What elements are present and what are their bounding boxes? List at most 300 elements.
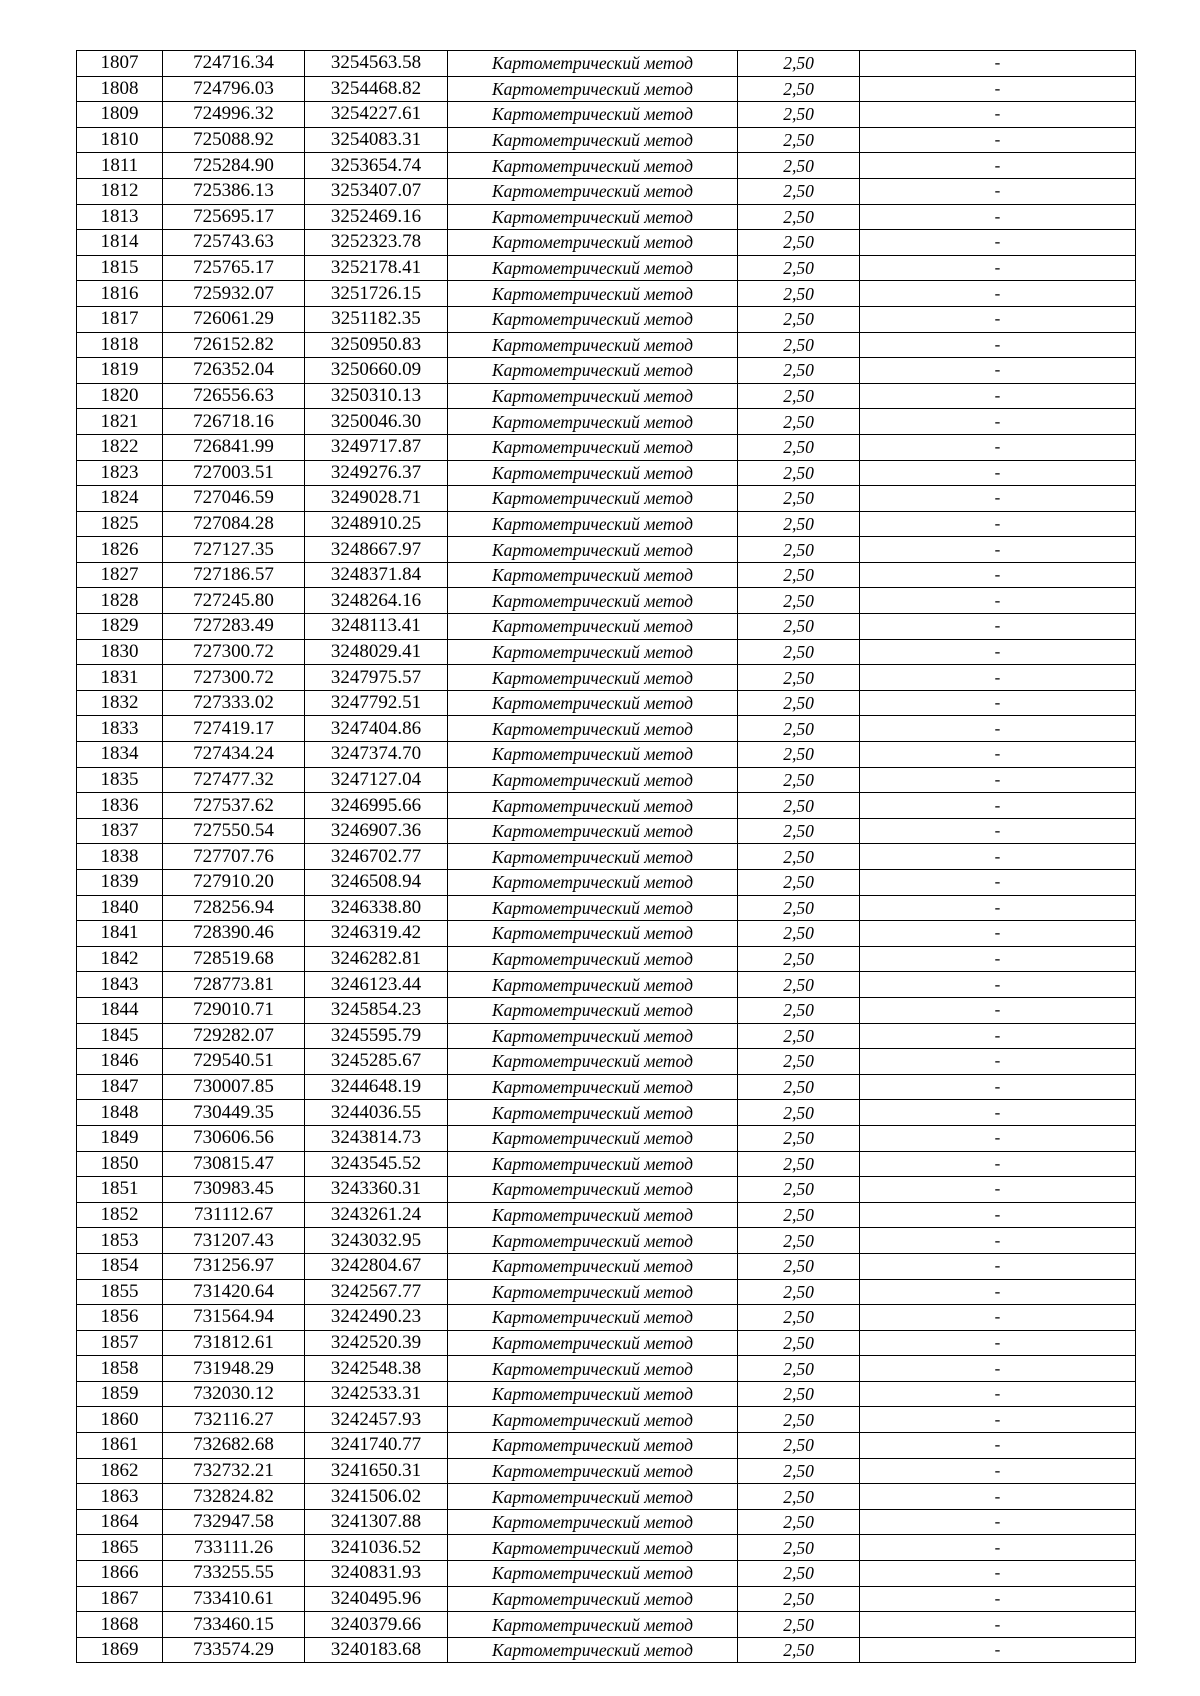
note-cell: - xyxy=(860,178,1136,204)
x-coordinate-cell: 729540.51 xyxy=(163,1049,305,1075)
x-coordinate-cell: 733255.55 xyxy=(163,1561,305,1587)
x-coordinate-cell: 731207.43 xyxy=(163,1228,305,1254)
x-coordinate-cell: 731564.94 xyxy=(163,1305,305,1331)
accuracy-cell: 2,50 xyxy=(738,1509,860,1535)
y-coordinate-cell: 3254468.82 xyxy=(305,76,448,102)
method-cell: Картометрический метод xyxy=(448,1330,738,1356)
y-coordinate-cell: 3246338.80 xyxy=(305,895,448,921)
point-number-cell: 1816 xyxy=(77,281,163,307)
y-coordinate-cell: 3245595.79 xyxy=(305,1023,448,1049)
x-coordinate-cell: 730815.47 xyxy=(163,1151,305,1177)
note-cell: - xyxy=(860,946,1136,972)
accuracy-cell: 2,50 xyxy=(738,358,860,384)
accuracy-cell: 2,50 xyxy=(738,102,860,128)
point-number-cell: 1851 xyxy=(77,1177,163,1203)
x-coordinate-cell: 733111.26 xyxy=(163,1535,305,1561)
accuracy-cell: 2,50 xyxy=(738,230,860,256)
x-coordinate-cell: 731420.64 xyxy=(163,1279,305,1305)
method-cell: Картометрический метод xyxy=(448,127,738,153)
y-coordinate-cell: 3248371.84 xyxy=(305,562,448,588)
accuracy-cell: 2,50 xyxy=(738,1151,860,1177)
method-cell: Картометрический метод xyxy=(448,51,738,77)
accuracy-cell: 2,50 xyxy=(738,921,860,947)
accuracy-cell: 2,50 xyxy=(738,1356,860,1382)
point-number-cell: 1846 xyxy=(77,1049,163,1075)
note-cell: - xyxy=(860,1177,1136,1203)
method-cell: Картометрический метод xyxy=(448,409,738,435)
table-row xyxy=(77,972,1136,998)
method-cell: Картометрический метод xyxy=(448,486,738,512)
y-coordinate-cell: 3252469.16 xyxy=(305,204,448,230)
note-cell: - xyxy=(860,895,1136,921)
x-coordinate-cell: 730449.35 xyxy=(163,1100,305,1126)
method-cell: Картометрический метод xyxy=(448,1484,738,1510)
note-cell: - xyxy=(860,793,1136,819)
note-cell: - xyxy=(860,1228,1136,1254)
table-row xyxy=(77,1586,1136,1612)
note-cell: - xyxy=(860,844,1136,870)
note-cell: - xyxy=(860,460,1136,486)
table-row xyxy=(77,1381,1136,1407)
y-coordinate-cell: 3243360.31 xyxy=(305,1177,448,1203)
x-coordinate-cell: 730983.45 xyxy=(163,1177,305,1203)
method-cell: Картометрический метод xyxy=(448,614,738,640)
y-coordinate-cell: 3241650.31 xyxy=(305,1458,448,1484)
accuracy-cell: 2,50 xyxy=(738,1586,860,1612)
accuracy-cell: 2,50 xyxy=(738,742,860,768)
note-cell: - xyxy=(860,486,1136,512)
y-coordinate-cell: 3245285.67 xyxy=(305,1049,448,1075)
method-cell: Картометрический метод xyxy=(448,1125,738,1151)
method-cell: Картометрический метод xyxy=(448,1202,738,1228)
y-coordinate-cell: 3251182.35 xyxy=(305,306,448,332)
point-number-cell: 1831 xyxy=(77,665,163,691)
table-row xyxy=(77,1049,1136,1075)
table-row xyxy=(77,204,1136,230)
x-coordinate-cell: 727046.59 xyxy=(163,486,305,512)
x-coordinate-cell: 729010.71 xyxy=(163,997,305,1023)
point-number-cell: 1868 xyxy=(77,1612,163,1638)
accuracy-cell: 2,50 xyxy=(738,1100,860,1126)
table-row xyxy=(77,178,1136,204)
table-row xyxy=(77,1100,1136,1126)
coordinates-table-body xyxy=(77,51,1136,1663)
accuracy-cell: 2,50 xyxy=(738,1074,860,1100)
point-number-cell: 1821 xyxy=(77,409,163,435)
x-coordinate-cell: 725765.17 xyxy=(163,255,305,281)
note-cell: - xyxy=(860,716,1136,742)
y-coordinate-cell: 3241506.02 xyxy=(305,1484,448,1510)
y-coordinate-cell: 3250046.30 xyxy=(305,409,448,435)
note-cell: - xyxy=(860,1586,1136,1612)
table-row xyxy=(77,409,1136,435)
y-coordinate-cell: 3253407.07 xyxy=(305,178,448,204)
note-cell: - xyxy=(860,1049,1136,1075)
note-cell: - xyxy=(860,1023,1136,1049)
accuracy-cell: 2,50 xyxy=(738,1279,860,1305)
accuracy-cell: 2,50 xyxy=(738,511,860,537)
x-coordinate-cell: 729282.07 xyxy=(163,1023,305,1049)
x-coordinate-cell: 726556.63 xyxy=(163,383,305,409)
y-coordinate-cell: 3246907.36 xyxy=(305,818,448,844)
x-coordinate-cell: 726152.82 xyxy=(163,332,305,358)
accuracy-cell: 2,50 xyxy=(738,665,860,691)
note-cell: - xyxy=(860,588,1136,614)
method-cell: Картометрический метод xyxy=(448,716,738,742)
accuracy-cell: 2,50 xyxy=(738,588,860,614)
table-row xyxy=(77,614,1136,640)
point-number-cell: 1856 xyxy=(77,1305,163,1331)
accuracy-cell: 2,50 xyxy=(738,1305,860,1331)
point-number-cell: 1863 xyxy=(77,1484,163,1510)
method-cell: Картометрический метод xyxy=(448,434,738,460)
note-cell: - xyxy=(860,767,1136,793)
method-cell: Картометрический метод xyxy=(448,562,738,588)
method-cell: Картометрический метод xyxy=(448,76,738,102)
accuracy-cell: 2,50 xyxy=(738,1637,860,1663)
accuracy-cell: 2,50 xyxy=(738,844,860,870)
x-coordinate-cell: 725695.17 xyxy=(163,204,305,230)
table-row xyxy=(77,230,1136,256)
accuracy-cell: 2,50 xyxy=(738,306,860,332)
x-coordinate-cell: 732116.27 xyxy=(163,1407,305,1433)
point-number-cell: 1838 xyxy=(77,844,163,870)
x-coordinate-cell: 727245.80 xyxy=(163,588,305,614)
table-row xyxy=(77,1151,1136,1177)
accuracy-cell: 2,50 xyxy=(738,1561,860,1587)
x-coordinate-cell: 727550.54 xyxy=(163,818,305,844)
method-cell: Картометрический метод xyxy=(448,358,738,384)
y-coordinate-cell: 3242457.93 xyxy=(305,1407,448,1433)
x-coordinate-cell: 727003.51 xyxy=(163,460,305,486)
method-cell: Картометрический метод xyxy=(448,793,738,819)
point-number-cell: 1824 xyxy=(77,486,163,512)
table-row xyxy=(77,460,1136,486)
method-cell: Картометрический метод xyxy=(448,537,738,563)
note-cell: - xyxy=(860,102,1136,128)
y-coordinate-cell: 3244648.19 xyxy=(305,1074,448,1100)
accuracy-cell: 2,50 xyxy=(738,204,860,230)
point-number-cell: 1812 xyxy=(77,178,163,204)
y-coordinate-cell: 3248113.41 xyxy=(305,614,448,640)
point-number-cell: 1810 xyxy=(77,127,163,153)
note-cell: - xyxy=(860,306,1136,332)
table-row xyxy=(77,51,1136,77)
table-row xyxy=(77,588,1136,614)
table-row xyxy=(77,1305,1136,1331)
note-cell: - xyxy=(860,1202,1136,1228)
y-coordinate-cell: 3240379.66 xyxy=(305,1612,448,1638)
note-cell: - xyxy=(860,1535,1136,1561)
x-coordinate-cell: 725743.63 xyxy=(163,230,305,256)
y-coordinate-cell: 3247374.70 xyxy=(305,742,448,768)
y-coordinate-cell: 3246702.77 xyxy=(305,844,448,870)
accuracy-cell: 2,50 xyxy=(738,946,860,972)
y-coordinate-cell: 3242567.77 xyxy=(305,1279,448,1305)
method-cell: Картометрический метод xyxy=(448,1074,738,1100)
point-number-cell: 1826 xyxy=(77,537,163,563)
accuracy-cell: 2,50 xyxy=(738,690,860,716)
note-cell: - xyxy=(860,511,1136,537)
x-coordinate-cell: 724796.03 xyxy=(163,76,305,102)
point-number-cell: 1835 xyxy=(77,767,163,793)
point-number-cell: 1811 xyxy=(77,153,163,179)
y-coordinate-cell: 3248667.97 xyxy=(305,537,448,563)
accuracy-cell: 2,50 xyxy=(738,562,860,588)
point-number-cell: 1849 xyxy=(77,1125,163,1151)
table-row xyxy=(77,1202,1136,1228)
point-number-cell: 1817 xyxy=(77,306,163,332)
table-row xyxy=(77,1253,1136,1279)
note-cell: - xyxy=(860,921,1136,947)
point-number-cell: 1807 xyxy=(77,51,163,77)
x-coordinate-cell: 726718.16 xyxy=(163,409,305,435)
accuracy-cell: 2,50 xyxy=(738,1202,860,1228)
x-coordinate-cell: 727186.57 xyxy=(163,562,305,588)
point-number-cell: 1815 xyxy=(77,255,163,281)
accuracy-cell: 2,50 xyxy=(738,76,860,102)
method-cell: Картометрический метод xyxy=(448,1177,738,1203)
point-number-cell: 1813 xyxy=(77,204,163,230)
table-row xyxy=(77,946,1136,972)
method-cell: Картометрический метод xyxy=(448,178,738,204)
x-coordinate-cell: 724716.34 xyxy=(163,51,305,77)
x-coordinate-cell: 727300.72 xyxy=(163,639,305,665)
table-row xyxy=(77,1177,1136,1203)
table-row xyxy=(77,76,1136,102)
note-cell: - xyxy=(860,614,1136,640)
table-row xyxy=(77,281,1136,307)
note-cell: - xyxy=(860,562,1136,588)
y-coordinate-cell: 3247127.04 xyxy=(305,767,448,793)
table-row xyxy=(77,537,1136,563)
point-number-cell: 1858 xyxy=(77,1356,163,1382)
table-row xyxy=(77,1458,1136,1484)
accuracy-cell: 2,50 xyxy=(738,434,860,460)
accuracy-cell: 2,50 xyxy=(738,1433,860,1459)
point-number-cell: 1836 xyxy=(77,793,163,819)
accuracy-cell: 2,50 xyxy=(738,1535,860,1561)
method-cell: Картометрический метод xyxy=(448,1253,738,1279)
y-coordinate-cell: 3243545.52 xyxy=(305,1151,448,1177)
y-coordinate-cell: 3248910.25 xyxy=(305,511,448,537)
method-cell: Картометрический метод xyxy=(448,281,738,307)
note-cell: - xyxy=(860,358,1136,384)
point-number-cell: 1818 xyxy=(77,332,163,358)
x-coordinate-cell: 727333.02 xyxy=(163,690,305,716)
table-row xyxy=(77,1484,1136,1510)
x-coordinate-cell: 732732.21 xyxy=(163,1458,305,1484)
y-coordinate-cell: 3249028.71 xyxy=(305,486,448,512)
accuracy-cell: 2,50 xyxy=(738,972,860,998)
x-coordinate-cell: 731256.97 xyxy=(163,1253,305,1279)
x-coordinate-cell: 732824.82 xyxy=(163,1484,305,1510)
y-coordinate-cell: 3242548.38 xyxy=(305,1356,448,1382)
y-coordinate-cell: 3249276.37 xyxy=(305,460,448,486)
method-cell: Картометрический метод xyxy=(448,1228,738,1254)
accuracy-cell: 2,50 xyxy=(738,895,860,921)
point-number-cell: 1850 xyxy=(77,1151,163,1177)
accuracy-cell: 2,50 xyxy=(738,486,860,512)
method-cell: Картометрический метод xyxy=(448,1305,738,1331)
x-coordinate-cell: 726352.04 xyxy=(163,358,305,384)
table-row xyxy=(77,383,1136,409)
point-number-cell: 1827 xyxy=(77,562,163,588)
accuracy-cell: 2,50 xyxy=(738,1177,860,1203)
table-row xyxy=(77,665,1136,691)
note-cell: - xyxy=(860,1074,1136,1100)
accuracy-cell: 2,50 xyxy=(738,281,860,307)
method-cell: Картометрический метод xyxy=(448,639,738,665)
x-coordinate-cell: 725932.07 xyxy=(163,281,305,307)
point-number-cell: 1862 xyxy=(77,1458,163,1484)
accuracy-cell: 2,50 xyxy=(738,409,860,435)
y-coordinate-cell: 3247975.57 xyxy=(305,665,448,691)
table-row xyxy=(77,1330,1136,1356)
point-number-cell: 1828 xyxy=(77,588,163,614)
x-coordinate-cell: 724996.32 xyxy=(163,102,305,128)
method-cell: Картометрический метод xyxy=(448,102,738,128)
x-coordinate-cell: 732030.12 xyxy=(163,1381,305,1407)
x-coordinate-cell: 728390.46 xyxy=(163,921,305,947)
accuracy-cell: 2,50 xyxy=(738,153,860,179)
table-row xyxy=(77,255,1136,281)
note-cell: - xyxy=(860,1305,1136,1331)
y-coordinate-cell: 3246508.94 xyxy=(305,870,448,896)
point-number-cell: 1855 xyxy=(77,1279,163,1305)
x-coordinate-cell: 733574.29 xyxy=(163,1637,305,1663)
y-coordinate-cell: 3247404.86 xyxy=(305,716,448,742)
x-coordinate-cell: 727084.28 xyxy=(163,511,305,537)
point-number-cell: 1857 xyxy=(77,1330,163,1356)
method-cell: Картометрический метод xyxy=(448,895,738,921)
note-cell: - xyxy=(860,1151,1136,1177)
point-number-cell: 1859 xyxy=(77,1381,163,1407)
x-coordinate-cell: 728256.94 xyxy=(163,895,305,921)
point-number-cell: 1847 xyxy=(77,1074,163,1100)
x-coordinate-cell: 728773.81 xyxy=(163,972,305,998)
point-number-cell: 1841 xyxy=(77,921,163,947)
note-cell: - xyxy=(860,818,1136,844)
note-cell: - xyxy=(860,639,1136,665)
note-cell: - xyxy=(860,537,1136,563)
method-cell: Картометрический метод xyxy=(448,306,738,332)
method-cell: Картометрический метод xyxy=(448,1049,738,1075)
method-cell: Картометрический метод xyxy=(448,665,738,691)
method-cell: Картометрический метод xyxy=(448,870,738,896)
note-cell: - xyxy=(860,51,1136,77)
x-coordinate-cell: 727537.62 xyxy=(163,793,305,819)
table-row xyxy=(77,1228,1136,1254)
table-row xyxy=(77,921,1136,947)
accuracy-cell: 2,50 xyxy=(738,818,860,844)
x-coordinate-cell: 727434.24 xyxy=(163,742,305,768)
point-number-cell: 1864 xyxy=(77,1509,163,1535)
table-row xyxy=(77,742,1136,768)
table-row xyxy=(77,102,1136,128)
y-coordinate-cell: 3244036.55 xyxy=(305,1100,448,1126)
point-number-cell: 1825 xyxy=(77,511,163,537)
point-number-cell: 1837 xyxy=(77,818,163,844)
method-cell: Картометрический метод xyxy=(448,332,738,358)
table-row xyxy=(77,306,1136,332)
accuracy-cell: 2,50 xyxy=(738,1049,860,1075)
accuracy-cell: 2,50 xyxy=(738,639,860,665)
y-coordinate-cell: 3240495.96 xyxy=(305,1586,448,1612)
table-row xyxy=(77,870,1136,896)
y-coordinate-cell: 3245854.23 xyxy=(305,997,448,1023)
y-coordinate-cell: 3254083.31 xyxy=(305,127,448,153)
point-number-cell: 1814 xyxy=(77,230,163,256)
accuracy-cell: 2,50 xyxy=(738,716,860,742)
coordinates-table xyxy=(76,50,1136,1663)
table-row xyxy=(77,1637,1136,1663)
y-coordinate-cell: 3250660.09 xyxy=(305,358,448,384)
y-coordinate-cell: 3243814.73 xyxy=(305,1125,448,1151)
note-cell: - xyxy=(860,127,1136,153)
method-cell: Картометрический метод xyxy=(448,972,738,998)
table-row xyxy=(77,1509,1136,1535)
y-coordinate-cell: 3242804.67 xyxy=(305,1253,448,1279)
method-cell: Картометрический метод xyxy=(448,1586,738,1612)
note-cell: - xyxy=(860,153,1136,179)
method-cell: Картометрический метод xyxy=(448,997,738,1023)
note-cell: - xyxy=(860,204,1136,230)
accuracy-cell: 2,50 xyxy=(738,332,860,358)
method-cell: Картометрический метод xyxy=(448,460,738,486)
y-coordinate-cell: 3250310.13 xyxy=(305,383,448,409)
note-cell: - xyxy=(860,870,1136,896)
y-coordinate-cell: 3251726.15 xyxy=(305,281,448,307)
table-row xyxy=(77,1433,1136,1459)
x-coordinate-cell: 727477.32 xyxy=(163,767,305,793)
y-coordinate-cell: 3243032.95 xyxy=(305,1228,448,1254)
accuracy-cell: 2,50 xyxy=(738,1407,860,1433)
point-number-cell: 1834 xyxy=(77,742,163,768)
table-row xyxy=(77,358,1136,384)
table-row xyxy=(77,511,1136,537)
y-coordinate-cell: 3241307.88 xyxy=(305,1509,448,1535)
point-number-cell: 1848 xyxy=(77,1100,163,1126)
method-cell: Картометрический метод xyxy=(448,946,738,972)
table-row xyxy=(77,716,1136,742)
y-coordinate-cell: 3246995.66 xyxy=(305,793,448,819)
accuracy-cell: 2,50 xyxy=(738,1458,860,1484)
note-cell: - xyxy=(860,997,1136,1023)
point-number-cell: 1823 xyxy=(77,460,163,486)
x-coordinate-cell: 727707.76 xyxy=(163,844,305,870)
table-row xyxy=(77,844,1136,870)
accuracy-cell: 2,50 xyxy=(738,383,860,409)
note-cell: - xyxy=(860,1458,1136,1484)
point-number-cell: 1843 xyxy=(77,972,163,998)
y-coordinate-cell: 3252323.78 xyxy=(305,230,448,256)
point-number-cell: 1830 xyxy=(77,639,163,665)
method-cell: Картометрический метод xyxy=(448,1561,738,1587)
accuracy-cell: 2,50 xyxy=(738,1612,860,1638)
y-coordinate-cell: 3249717.87 xyxy=(305,434,448,460)
accuracy-cell: 2,50 xyxy=(738,614,860,640)
x-coordinate-cell: 727300.72 xyxy=(163,665,305,691)
table-row xyxy=(77,1125,1136,1151)
method-cell: Картометрический метод xyxy=(448,1637,738,1663)
table-row xyxy=(77,1279,1136,1305)
x-coordinate-cell: 727283.49 xyxy=(163,614,305,640)
point-number-cell: 1861 xyxy=(77,1433,163,1459)
table-row xyxy=(77,997,1136,1023)
note-cell: - xyxy=(860,434,1136,460)
note-cell: - xyxy=(860,1356,1136,1382)
